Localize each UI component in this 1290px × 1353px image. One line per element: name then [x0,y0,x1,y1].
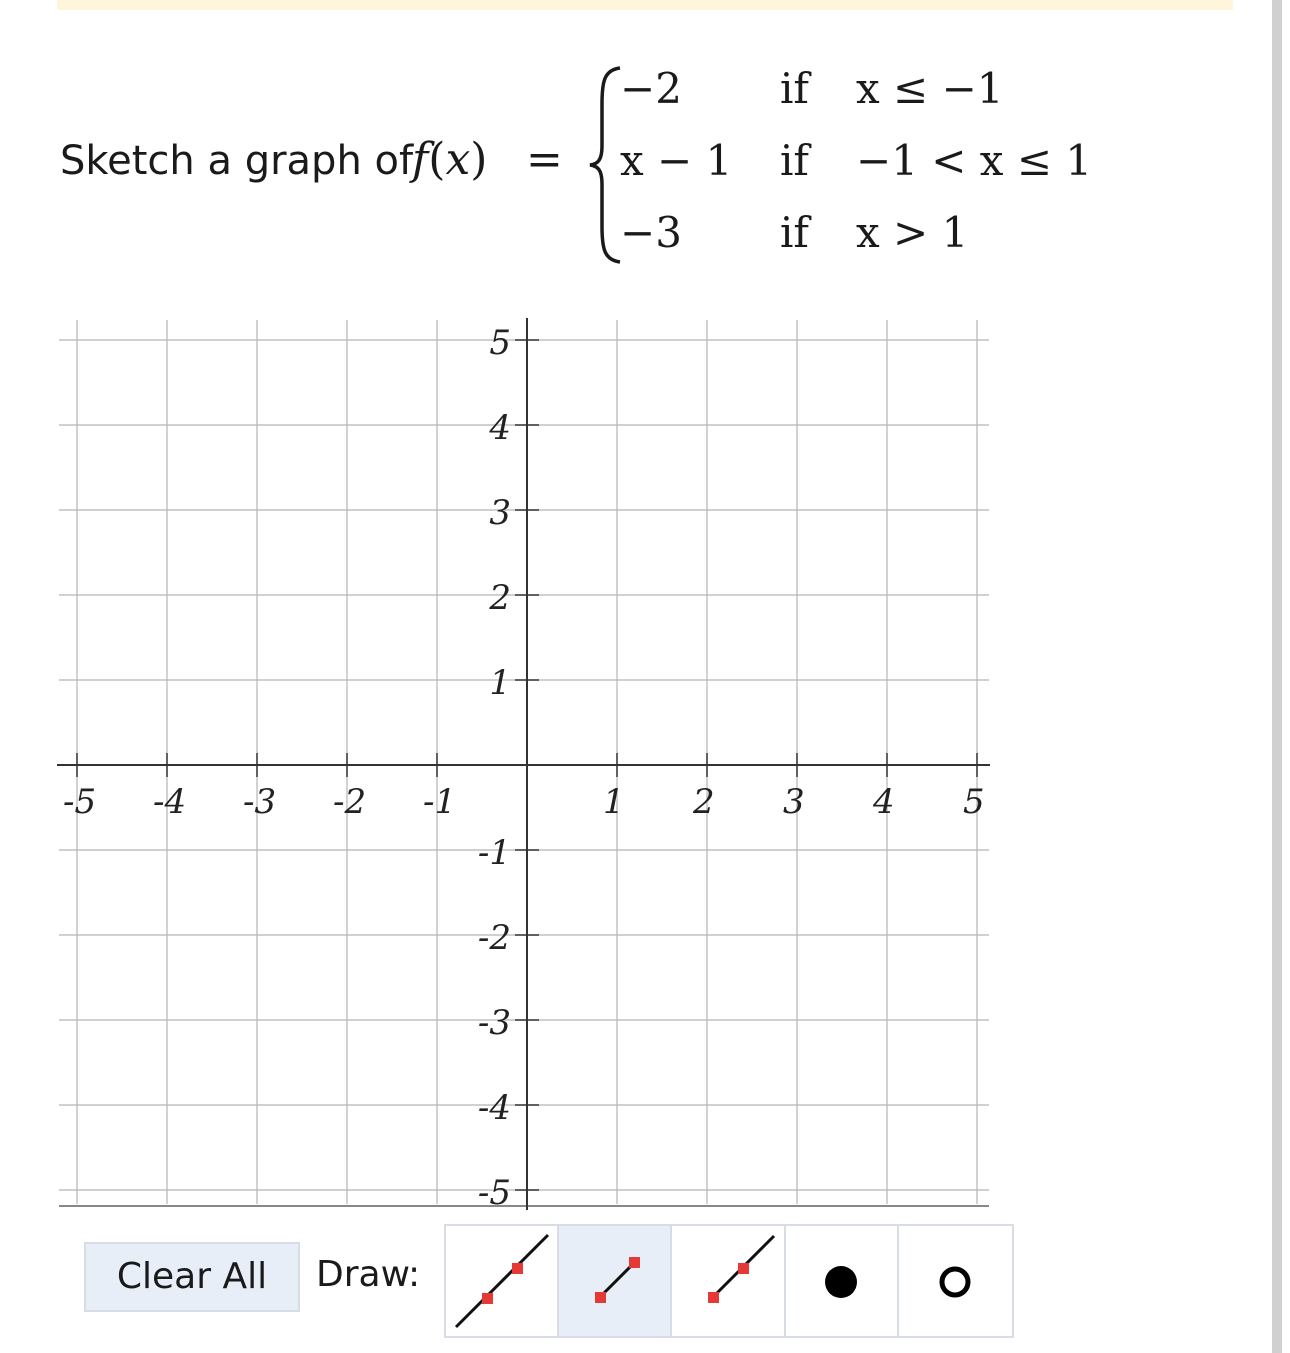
y-tick-label: -3 [477,1003,511,1043]
y-tick-label: 5 [489,323,511,363]
y-tick-label: -5 [477,1173,511,1210]
line-icon [448,1227,556,1335]
case-expression: −2 [620,64,682,113]
y-tick-label: -4 [477,1088,511,1128]
closed-point-tool-button[interactable] [786,1226,899,1336]
x-tick-label: 3 [783,782,805,822]
x-tick-label: -5 [63,782,97,822]
equals-sign: = [526,134,563,185]
y-tick-label: -2 [477,918,511,958]
x-tick-label: 4 [873,782,895,822]
prompt-text: Sketch a graph of [60,138,414,184]
closed-point-icon [787,1227,895,1335]
scrollbar[interactable] [1272,0,1290,1353]
x-tick-label: -2 [333,782,367,822]
line-tool-button[interactable] [446,1226,559,1336]
x-tick-label: 1 [603,782,625,822]
open-point-icon [901,1227,1009,1335]
coordinate-graph[interactable] [57,318,990,1210]
graph-toolbar [84,1224,1024,1338]
clear-all-button[interactable]: Clear All [84,1242,300,1312]
segment-icon [561,1227,669,1335]
case-condition: −1 < x ≤ 1 [856,136,1093,185]
y-tick-label: 2 [489,578,511,618]
ray-tool-button[interactable] [672,1226,785,1336]
function-name: f [412,134,429,185]
top-banner [57,0,1233,10]
x-tick-label: 5 [963,782,985,822]
ray-icon [674,1227,782,1335]
case-if-keyword: if [780,136,809,185]
case-condition: x ≤ −1 [856,64,1004,113]
function-notation: f(x) [412,134,488,185]
scrollbar-track[interactable] [1272,0,1282,1353]
case-expression: x − 1 [620,136,733,185]
case-expression: −3 [620,208,682,257]
case-if-keyword: if [780,208,809,257]
question-statement [60,60,1160,270]
case-if-keyword: if [780,64,809,113]
y-tick-label: 4 [489,408,511,448]
x-tick-label: -3 [243,782,277,822]
y-tick-label: 1 [489,663,511,703]
draw-label: Draw: [316,1254,421,1295]
open-point-tool-button[interactable] [899,1226,1012,1336]
x-tick-label: -4 [153,782,187,822]
draw-tool-group [444,1224,1014,1338]
y-tick-label: -1 [477,833,511,873]
function-variable: x [445,134,471,185]
case-condition: x > 1 [856,208,969,257]
x-tick-label: 2 [693,782,715,822]
segment-tool-button[interactable] [559,1226,672,1336]
y-tick-label: 3 [489,493,511,533]
x-tick-label: -1 [423,782,457,822]
